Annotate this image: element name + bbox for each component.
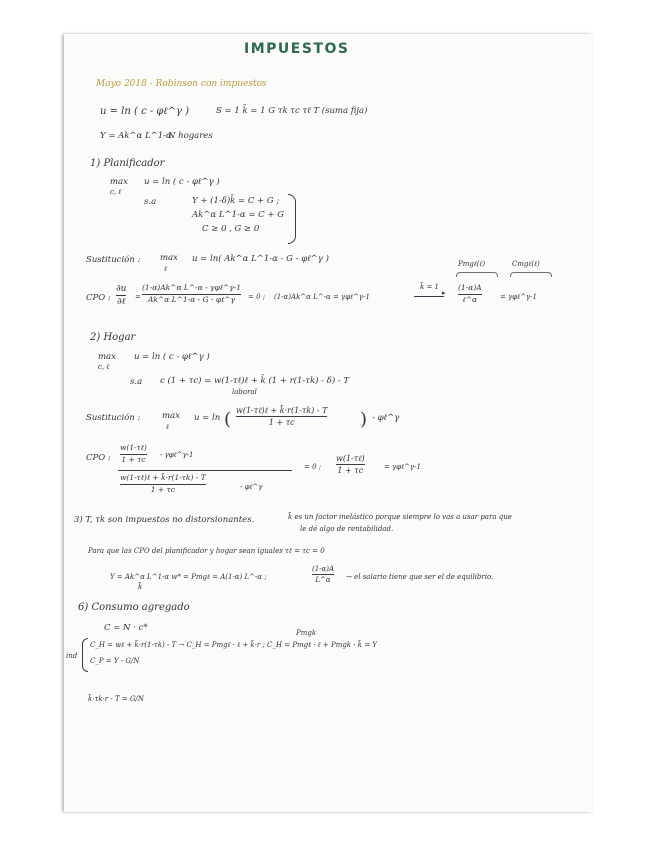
section3-line-2-end: → el salario tiene que ser el de equilibrio. <box>346 573 494 581</box>
planner-arrow-label: k̄ = 1 <box>420 283 440 291</box>
section3-line-2-sub: k̄ <box>138 583 143 591</box>
section6-eq-2-over: Pmgk <box>296 629 317 637</box>
household-subst-end: - φℓ^γ <box>372 413 400 423</box>
household-cpo-den-fraction: w(1-τℓ)ℓ + k̄·r(1-τk) - T 1 + τc <box>120 473 206 494</box>
planner-objective: u = ln ( c - φℓ^γ ) <box>144 177 220 187</box>
section6-eq-1: C = N · c* <box>104 623 148 633</box>
constraints-brace <box>288 194 296 244</box>
planner-subst-max: max <box>160 253 178 263</box>
planner-subst-expr: u = ln( Ak^α L^1-α - G - φℓ^γ ) <box>192 254 329 264</box>
planner-cpo-fraction: (1-α)Ak^α L^-α - γφℓ^γ-1 Ak^α L^1-α - G - φℓ^γ <box>142 283 242 304</box>
households-count: N hogares <box>168 131 213 141</box>
planner-cpo-mid: (1-α)Ak^α L^-α = γφℓ^γ-1 <box>274 293 370 301</box>
planner-over-cmg: Cmgℓ(ℓ) <box>512 260 540 268</box>
section6-heading: 6) Consumo agregado <box>78 602 190 613</box>
household-subst-fraction: w(1-τℓ)ℓ + k̄·r(1-τk) - T 1 + τc <box>236 406 328 428</box>
household-max: max <box>98 352 116 362</box>
household-cpo-main-bar <box>118 470 292 471</box>
section3-heading: 3) T, τk son impuestos no distorsionantes. <box>74 515 255 525</box>
section6-eq-2: C_H = wℓ + k̄·r(1-τk) - T → C_H = Pmgℓ · ℓ + k̄·r ; C_H = Pmgℓ · ℓ + Pmgk · k̄ = Y <box>90 641 377 649</box>
household-substitution-label: Sustitución : <box>86 413 141 423</box>
page-subtitle: Mayo 2018 - Robinson con impuestos <box>96 79 267 89</box>
planner-cpo-end: = γφℓ^γ-1 <box>500 293 537 301</box>
planner-arrow <box>414 296 444 297</box>
planner-max-sub: c, ℓ <box>110 188 122 196</box>
planner-heading: 1) Planificador <box>90 158 165 169</box>
parameters-line: S = 1 k̄ = 1 G τk τc τℓ T (suma fija) <box>216 106 368 116</box>
household-sa: s.a <box>130 377 143 387</box>
planner-sa: s.a <box>144 197 157 207</box>
planner-constraint-1: Y + (1-δ)k̄ = C + G ; <box>192 196 280 206</box>
planner-max: max <box>110 177 128 187</box>
section3-fraction: (1-α)A L^α <box>312 565 335 585</box>
planner-constraint-2: Ak^α L^1-α = C + G <box>192 210 284 220</box>
household-objective: u = ln ( c - φℓ^γ ) <box>134 352 210 362</box>
household-heading: 2) Hogar <box>90 332 136 343</box>
household-max-sub: c, ℓ <box>98 363 110 371</box>
household-cpo-result-tail: = γφℓ^γ-1 <box>384 463 421 471</box>
planner-mpl-fraction: (1-α)A ℓ^α <box>458 283 482 304</box>
household-subst-max: max <box>162 411 180 421</box>
planner-derivative: ∂u ∂ℓ <box>116 284 127 308</box>
household-budget: c (1 + τc) = w(1-τℓ)ℓ + k̄ (1 + r(1-τk) - δ) - T <box>160 376 350 386</box>
household-subst-sub: ℓ <box>166 423 169 431</box>
planner-substitution-label: Sustitución : <box>86 255 141 265</box>
section6-brace-label: ind <box>66 652 78 660</box>
section6-eq-4: k̄·τk·r - T = G/N <box>88 695 145 703</box>
section3-line-1: Para que las CPO del planificador y hogar sean iguales τℓ = τc = 0 <box>88 547 325 555</box>
planner-over-pmg: Pmgℓ(ℓ) <box>458 260 486 268</box>
household-eq-zero: = 0 ; <box>304 463 322 471</box>
household-budget-note: laboral <box>232 388 257 396</box>
section6-brace <box>82 638 88 672</box>
planner-subst-sub: ℓ <box>164 265 167 273</box>
household-cpo-num-tail: - γφℓ^γ-1 <box>160 451 194 459</box>
section6-eq-3: C_P = Y - G/N <box>90 657 140 665</box>
page-title: IMPUESTOS <box>244 41 350 57</box>
planner-constraint-3: C ≥ 0 , G ≥ 0 <box>202 224 260 234</box>
utility-function: u = ln ( c - φℓ^γ ) <box>100 106 190 117</box>
section3-line-2: Y = Ak^α L^1-α w* = Pmgℓ = A(1-α) L^-α ; <box>110 573 267 581</box>
household-cpo-label: CPO : <box>86 453 111 463</box>
production-function: Y = Ak^α L^1-α <box>100 131 172 141</box>
planner-cpo-label: CPO : <box>86 293 111 303</box>
household-cpo-num-fraction: w(1-τℓ) 1 + τc <box>120 443 147 464</box>
household-cpo-den-tail: - φℓ^γ <box>240 483 263 491</box>
section3-note-1: k̄ es un factor inelástico porque siempre lo vas a usar para que <box>288 513 512 521</box>
scanned-page: IMPUESTOS Mayo 2018 - Robinson con impuestos u = ln ( c - φℓ^γ ) S = 1 k̄ = 1 G τk τc τℓ T (suma fija) Y = Ak^α L^1-α N hogares 1) Planificador max c, ℓ u = ln ( c - φℓ^γ ) s.a Y + (1-δ)k̄ = C + G ; Ak^α L^1-α = C + G C ≥ 0 , G ≥ 0 Sustitución : max ℓ u = ln( Ak^α L^1-α - G - φℓ^γ ) CPO : ∂u ∂ℓ = (1-α)Ak^α L^-α - γφℓ^γ-1 Ak^α L^1-α - G - φℓ^γ = 0 ; (1-α)Ak^α L^-α = γφℓ^γ-1 k̄ = 1 ▸ Pmgℓ(ℓ) (1-α)A ℓ^α Cmgℓ(ℓ) = γφℓ^γ-1 2) Hogar max c, ℓ u = ln ( c - φℓ^γ ) s.a c (1 + τc) = w(1-τℓ)ℓ + k̄ (1 + r(1-τk) - δ) - T laboral Sustitución : max ℓ u = ln ( w(1-τℓ)ℓ + k̄·r(1-τk) - T 1 + τc ) - φℓ^γ CPO : w(1-τℓ) 1 + τc - γφℓ^γ-1 w(1-τℓ)ℓ + k̄·r(1-τk) - T 1 + τc - φℓ^γ = 0 ; w(1-τℓ) 1 + τc = γφℓ^γ-1 3) T, τk son impuestos no distorsionantes. k̄ es un factor inelástico porque siempre lo vas a usar para que le dé algo de rentabilidad. Para que las CPO del planificador y hogar sean iguales τℓ = τc = 0 Y = Ak^α L^1-α w* = Pmgℓ = A(1-α) L^-α ; k̄ (1-α)A L^α → el salario tiene que ser el de equilibrio. 6) Consumo agregado C = N · c* ind C_H = wℓ + k̄·r(1-τk) - T → C_H = Pmgℓ · ℓ + k̄·r ; C_H = Pmgℓ · ℓ + Pmgk · k̄ = Y Pmgk C_P = Y - G/N k̄·τk·r - T = G/N <box>64 34 592 812</box>
household-cpo-result: w(1-τℓ) 1 + τc <box>336 454 365 476</box>
planner-eq-zero: = 0 ; <box>248 293 266 301</box>
section3-note-2: le dé algo de rentabilidad. <box>300 525 394 533</box>
household-subst-pre: u = ln <box>194 413 221 423</box>
